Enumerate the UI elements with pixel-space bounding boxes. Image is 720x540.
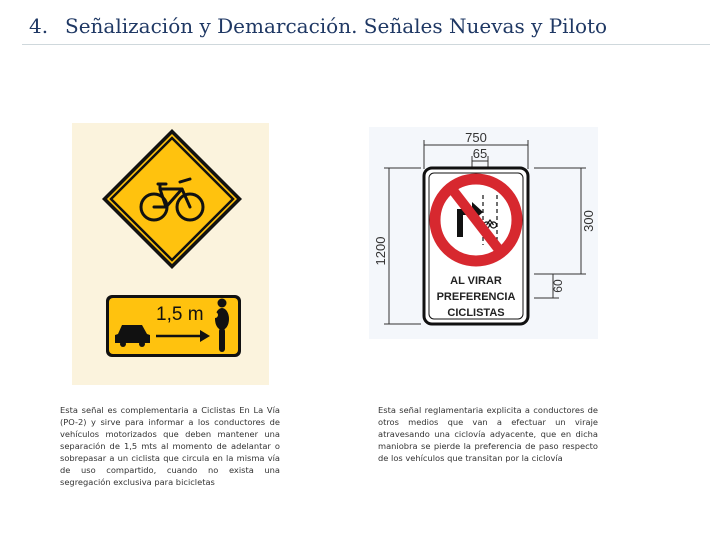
turn-yield-sign-svg: [369, 127, 598, 339]
slide-title: [29, 14, 709, 38]
right-sign-description: Esta señal reglamentaria explicita a conductores de otros medios que van a efectuar un viraje atravesando una ciclovía adyacente, que en dicha maniobra se pierde la preferencia de paso respecto de los vehículos que transitan por la ciclovía: [378, 405, 598, 463]
dimension-inner-width: 65: [472, 146, 488, 161]
cyclist-warning-sign-image: [72, 123, 269, 385]
title-number: 4.: [29, 14, 49, 38]
sign-text-line-1: AL VIRAR: [450, 275, 502, 287]
dimension-total-height: 1200: [373, 236, 388, 266]
left-sign-description: Esta señal es complementaria a Ciclistas En La Vía (PO-2) y sirve para informar a los conductores de vehículos motorizados que deben mantener una separación de 1,5 mts al momento de adelantar o sobrepasar a un ciclista que circula en la misma vía de uso compartido, cuando no exista una segregación exclusiva para bicicletas: [60, 405, 280, 487]
title-text: Señalización y Demarcación. Señales Nuevas y Piloto: [65, 14, 608, 38]
sign-text-line-2: PREFERENCIA: [436, 291, 516, 303]
dimension-circle-height: 300: [581, 210, 596, 232]
dimension-total-width: 750: [465, 130, 487, 145]
dimension-bottom-margin: 60: [551, 279, 565, 293]
title-divider: [22, 44, 710, 45]
cyclist-warning-sign-svg: [72, 123, 269, 385]
turn-yield-cyclists-sign-image: [369, 127, 598, 339]
distance-label: 1,5 m: [156, 304, 204, 325]
sign-text-line-3: CICLISTAS: [447, 307, 505, 319]
